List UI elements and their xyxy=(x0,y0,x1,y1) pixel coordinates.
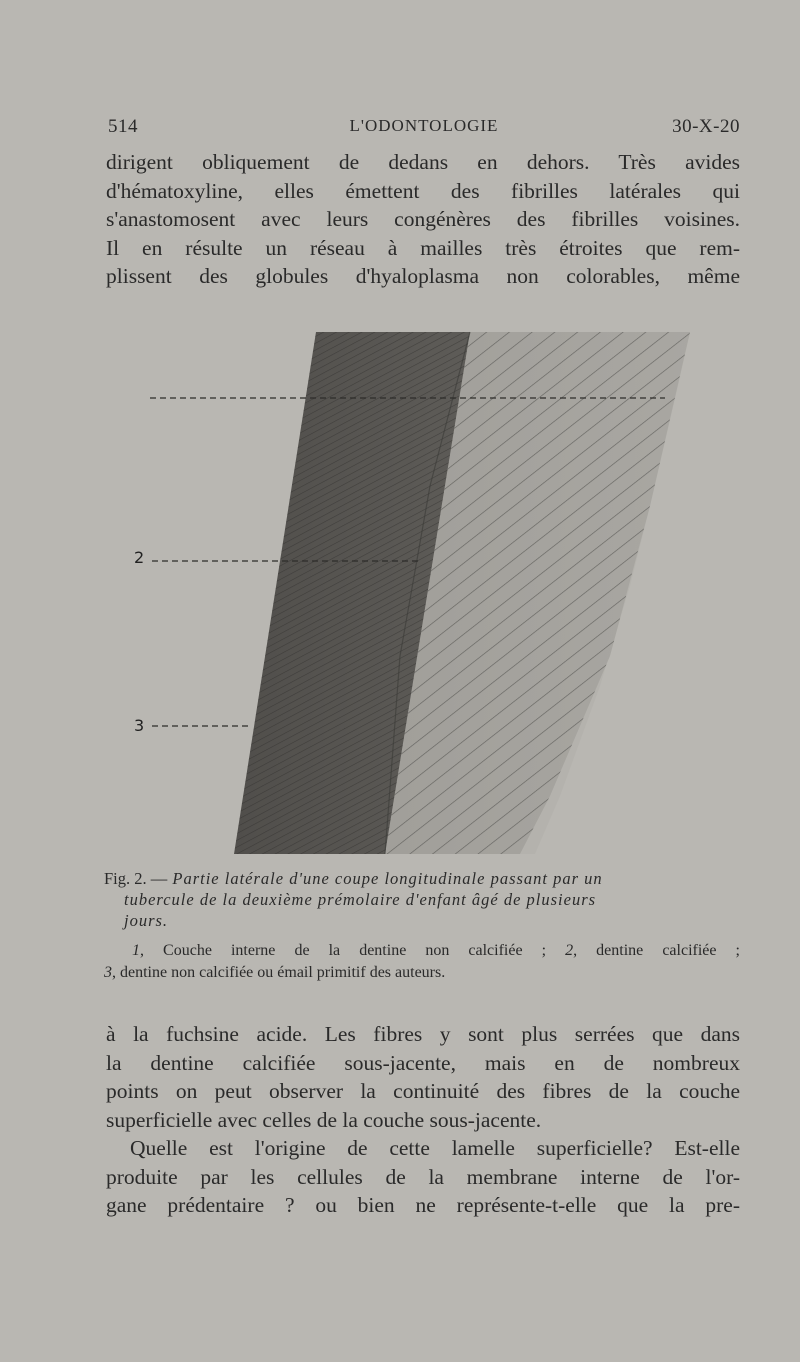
text-line: superficielle avec celles de la couche sous-jacente. xyxy=(106,1107,542,1132)
top-paragraph xyxy=(106,148,740,291)
figure-number: Fig. 2. — xyxy=(104,869,168,888)
text-line: Il en résulte un réseau à mailles très étroites que rem- xyxy=(106,235,740,260)
tooth-section-illustration xyxy=(130,326,700,856)
legend-number: 3 xyxy=(104,964,112,981)
text-line: plissent des globules d'hyaloplasma non colorables, même xyxy=(106,264,740,288)
figure-caption xyxy=(104,868,740,931)
running-head xyxy=(108,116,740,140)
figure-label-2: 2 xyxy=(134,548,145,567)
caption-line: jours. xyxy=(124,911,169,930)
text-line: d'hématoxyline, elles émettent des fibrilles latérales qui xyxy=(106,178,740,203)
text-line: s'anastomosent avec leurs congénères des fibrilles voisines. xyxy=(106,207,740,231)
legend-text: , dentine calcifiée ; xyxy=(573,942,740,959)
legend-text: , dentine non calcifiée ou émail primitif des auteurs. xyxy=(112,964,446,981)
text-line: à la fuchsine acide. Les fibres y sont plus serrées que dans xyxy=(106,1022,740,1046)
histology-figure xyxy=(130,326,700,856)
legend-number: 2 xyxy=(565,942,574,959)
text-line: gane prédentaire ? ou bien ne représente-t-elle que la pre- xyxy=(106,1193,740,1217)
legend-line xyxy=(104,940,740,962)
journal-title: L'ODONTOLOGIE xyxy=(349,116,499,135)
legend-line xyxy=(104,962,740,984)
text-line: dirigent obliquement de dedans en dehors. Très avides xyxy=(106,150,740,174)
text-line: produite par les cellules de la membrane interne de l'or- xyxy=(106,1164,740,1189)
bottom-paragraph xyxy=(106,1020,740,1220)
text-line: points on peut observer la continuité des fibres de la couche xyxy=(106,1079,740,1103)
caption-line: Partie latérale d'une coupe longitudinale passant par un xyxy=(172,869,603,888)
text-line: Quelle est l'origine de cette lamelle superficielle? Est-elle xyxy=(130,1136,740,1160)
figure-legend xyxy=(104,940,740,984)
legend-number: 1 xyxy=(132,942,140,959)
text-line: la dentine calcifiée sous-jacente, mais en de nombreux xyxy=(106,1050,740,1075)
page-number: 514 xyxy=(108,116,138,137)
legend-text: , Couche interne de la dentine non calcifiée ; xyxy=(140,942,566,959)
caption-line: tubercule de la deuxième prémolaire d'enfant âgé de plusieurs xyxy=(124,890,597,909)
issue-date: 30-X-20 xyxy=(672,116,740,137)
figure-label-3: 3 xyxy=(134,716,145,735)
